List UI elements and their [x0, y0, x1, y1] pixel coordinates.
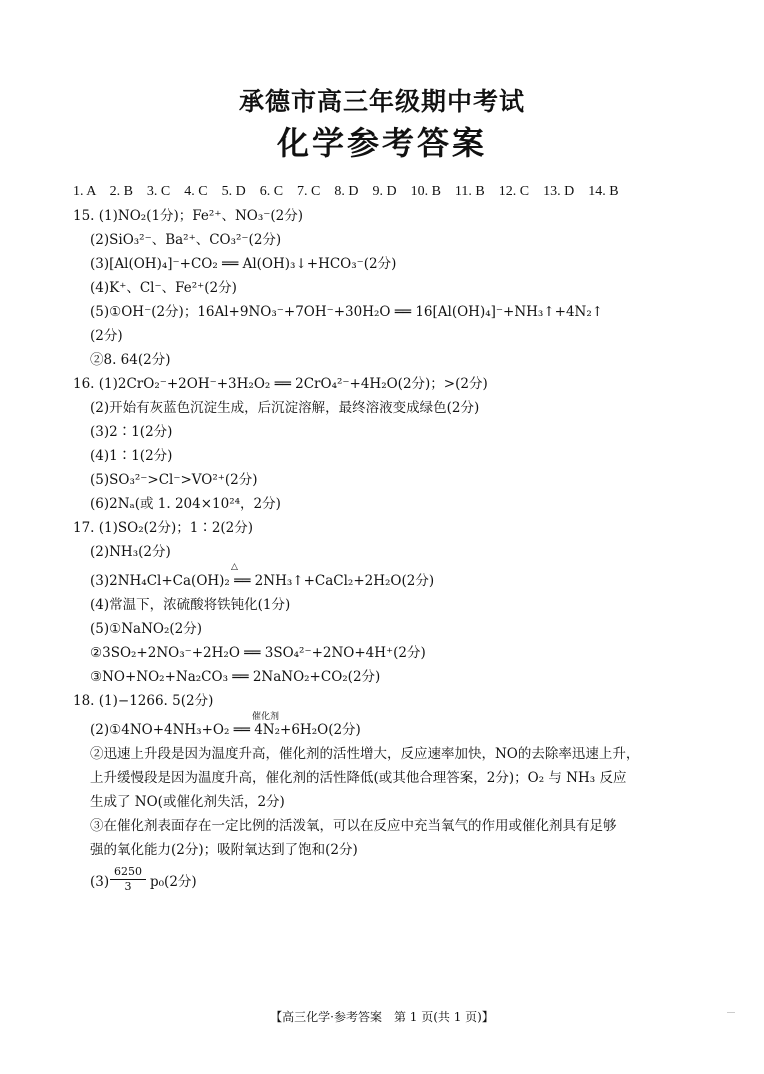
answer-key-title: 化学参考答案 [276, 124, 487, 162]
mc-answers: 1. A 2. B 3. C 4. C 5. D 6. C 7. C 8. D 9. D 10. B 11. B 12. C 13. D 14. B [73, 184, 619, 199]
q17-part2: (2)NH₃(2分) [90, 544, 171, 560]
q15-part5-2: ②8. 64(2分) [90, 352, 171, 368]
fraction-numerator: 6250 [110, 866, 146, 880]
q18-part1: 18. (1)−1266. 5(2分) [73, 693, 214, 709]
q15-part3: (3)[Al(OH)₄]⁻+CO₂ ══ Al(OH)₃↓+HCO₃⁻(2分) [90, 256, 397, 272]
q16-part5: (5)SO₃²⁻>Cl⁻>VO²⁺(2分) [90, 472, 258, 488]
q18-part3-label: (3) [90, 874, 110, 890]
q15-part4: (4)K⁺、Cl⁻、Fe²⁺(2分) [90, 280, 237, 296]
q17-part5-2: ②3SO₂+2NO₃⁻+2H₂O ══ 3SO₄²⁻+2NO+4H⁺(2分) [90, 645, 426, 661]
q15-part5: (5)①OH⁻(2分)；16Al+9NO₃⁻+7OH⁻+30H₂O ══ 16[Al(OH)₄]⁻+NH₃↑+4N₂↑ [90, 304, 604, 320]
q17-part1: 17. (1)SO₂(2分)；1∶2(2分) [73, 520, 254, 536]
q18-part2-2-cont2: 生成了 NO(或催化剂失活，2分) [90, 794, 285, 810]
q17-part3: (3)2NH₄Cl+Ca(OH)₂ ══ 2NH₃↑+CaCl₂+2H₂O(2分) [90, 573, 435, 589]
q18-part2-3-cont: 强的氧化能力(2分)；吸附氧达到了饱和(2分) [90, 842, 358, 858]
q17-part5: (5)①NaNO₂(2分) [90, 621, 203, 637]
q18-part2-2: ②迅速上升段是因为温度升高，催化剂的活性增大，反应速率加快，NO的去除率迅速上升， [90, 746, 640, 762]
fraction [110, 866, 146, 893]
q15-part2: (2)SiO₃²⁻、Ba²⁺、CO₃²⁻(2分) [90, 232, 282, 248]
q16-part2: (2)开始有灰蓝色沉淀生成，后沉淀溶解，最终溶液变成绿色(2分) [90, 400, 480, 416]
q18-part2-3: ③在催化剂表面存在一定比例的活泼氧，可以在反应中充当氧气的作用或催化剂具有足够 [90, 818, 617, 834]
q15-part1: 15. (1)NO₂(1分)；Fe²⁺、NO₃⁻(2分) [73, 208, 303, 224]
q16-part6: (6)2Nₐ(或 1. 204×10²⁴，2分) [90, 496, 281, 512]
q16-part4: (4)1∶1(2分) [90, 448, 173, 464]
corner-mark [727, 1012, 735, 1013]
q15-part5-cont: (2分) [90, 328, 123, 344]
q18-part2-1: (2)①4NO+4NH₃+O₂ ══ 4N₂+6H₂O(2分) [90, 722, 361, 738]
q18-part3-answer: p₀(2分) [150, 874, 197, 890]
page-footer: 【高三化学·参考答案 第 1 页(共 1 页)】 [270, 1010, 494, 1024]
q16-part1: 16. (1)2CrO₂⁻+2OH⁻+3H₂O₂ ══ 2CrO₄²⁻+4H₂O(2分)；>(2分) [73, 376, 488, 392]
fraction-denominator: 3 [124, 880, 132, 893]
exam-title: 承德市高三年级期中考试 [238, 87, 525, 116]
q17-part4: (4)常温下，浓硫酸将铁钝化(1分) [90, 597, 291, 613]
catalyst-condition: 催化剂 [252, 712, 280, 722]
q16-part3: (3)2∶1(2分) [90, 424, 173, 440]
heat-condition: △ [231, 562, 238, 572]
q17-part5-3: ③NO+NO₂+Na₂CO₃ ══ 2NaNO₂+CO₂(2分) [90, 669, 381, 685]
q18-part2-2-cont: 上升缓慢段是因为温度升高，催化剂的活性降低(或其他合理答案，2分)；O₂ 与 NH₃ 反应 [90, 770, 627, 786]
